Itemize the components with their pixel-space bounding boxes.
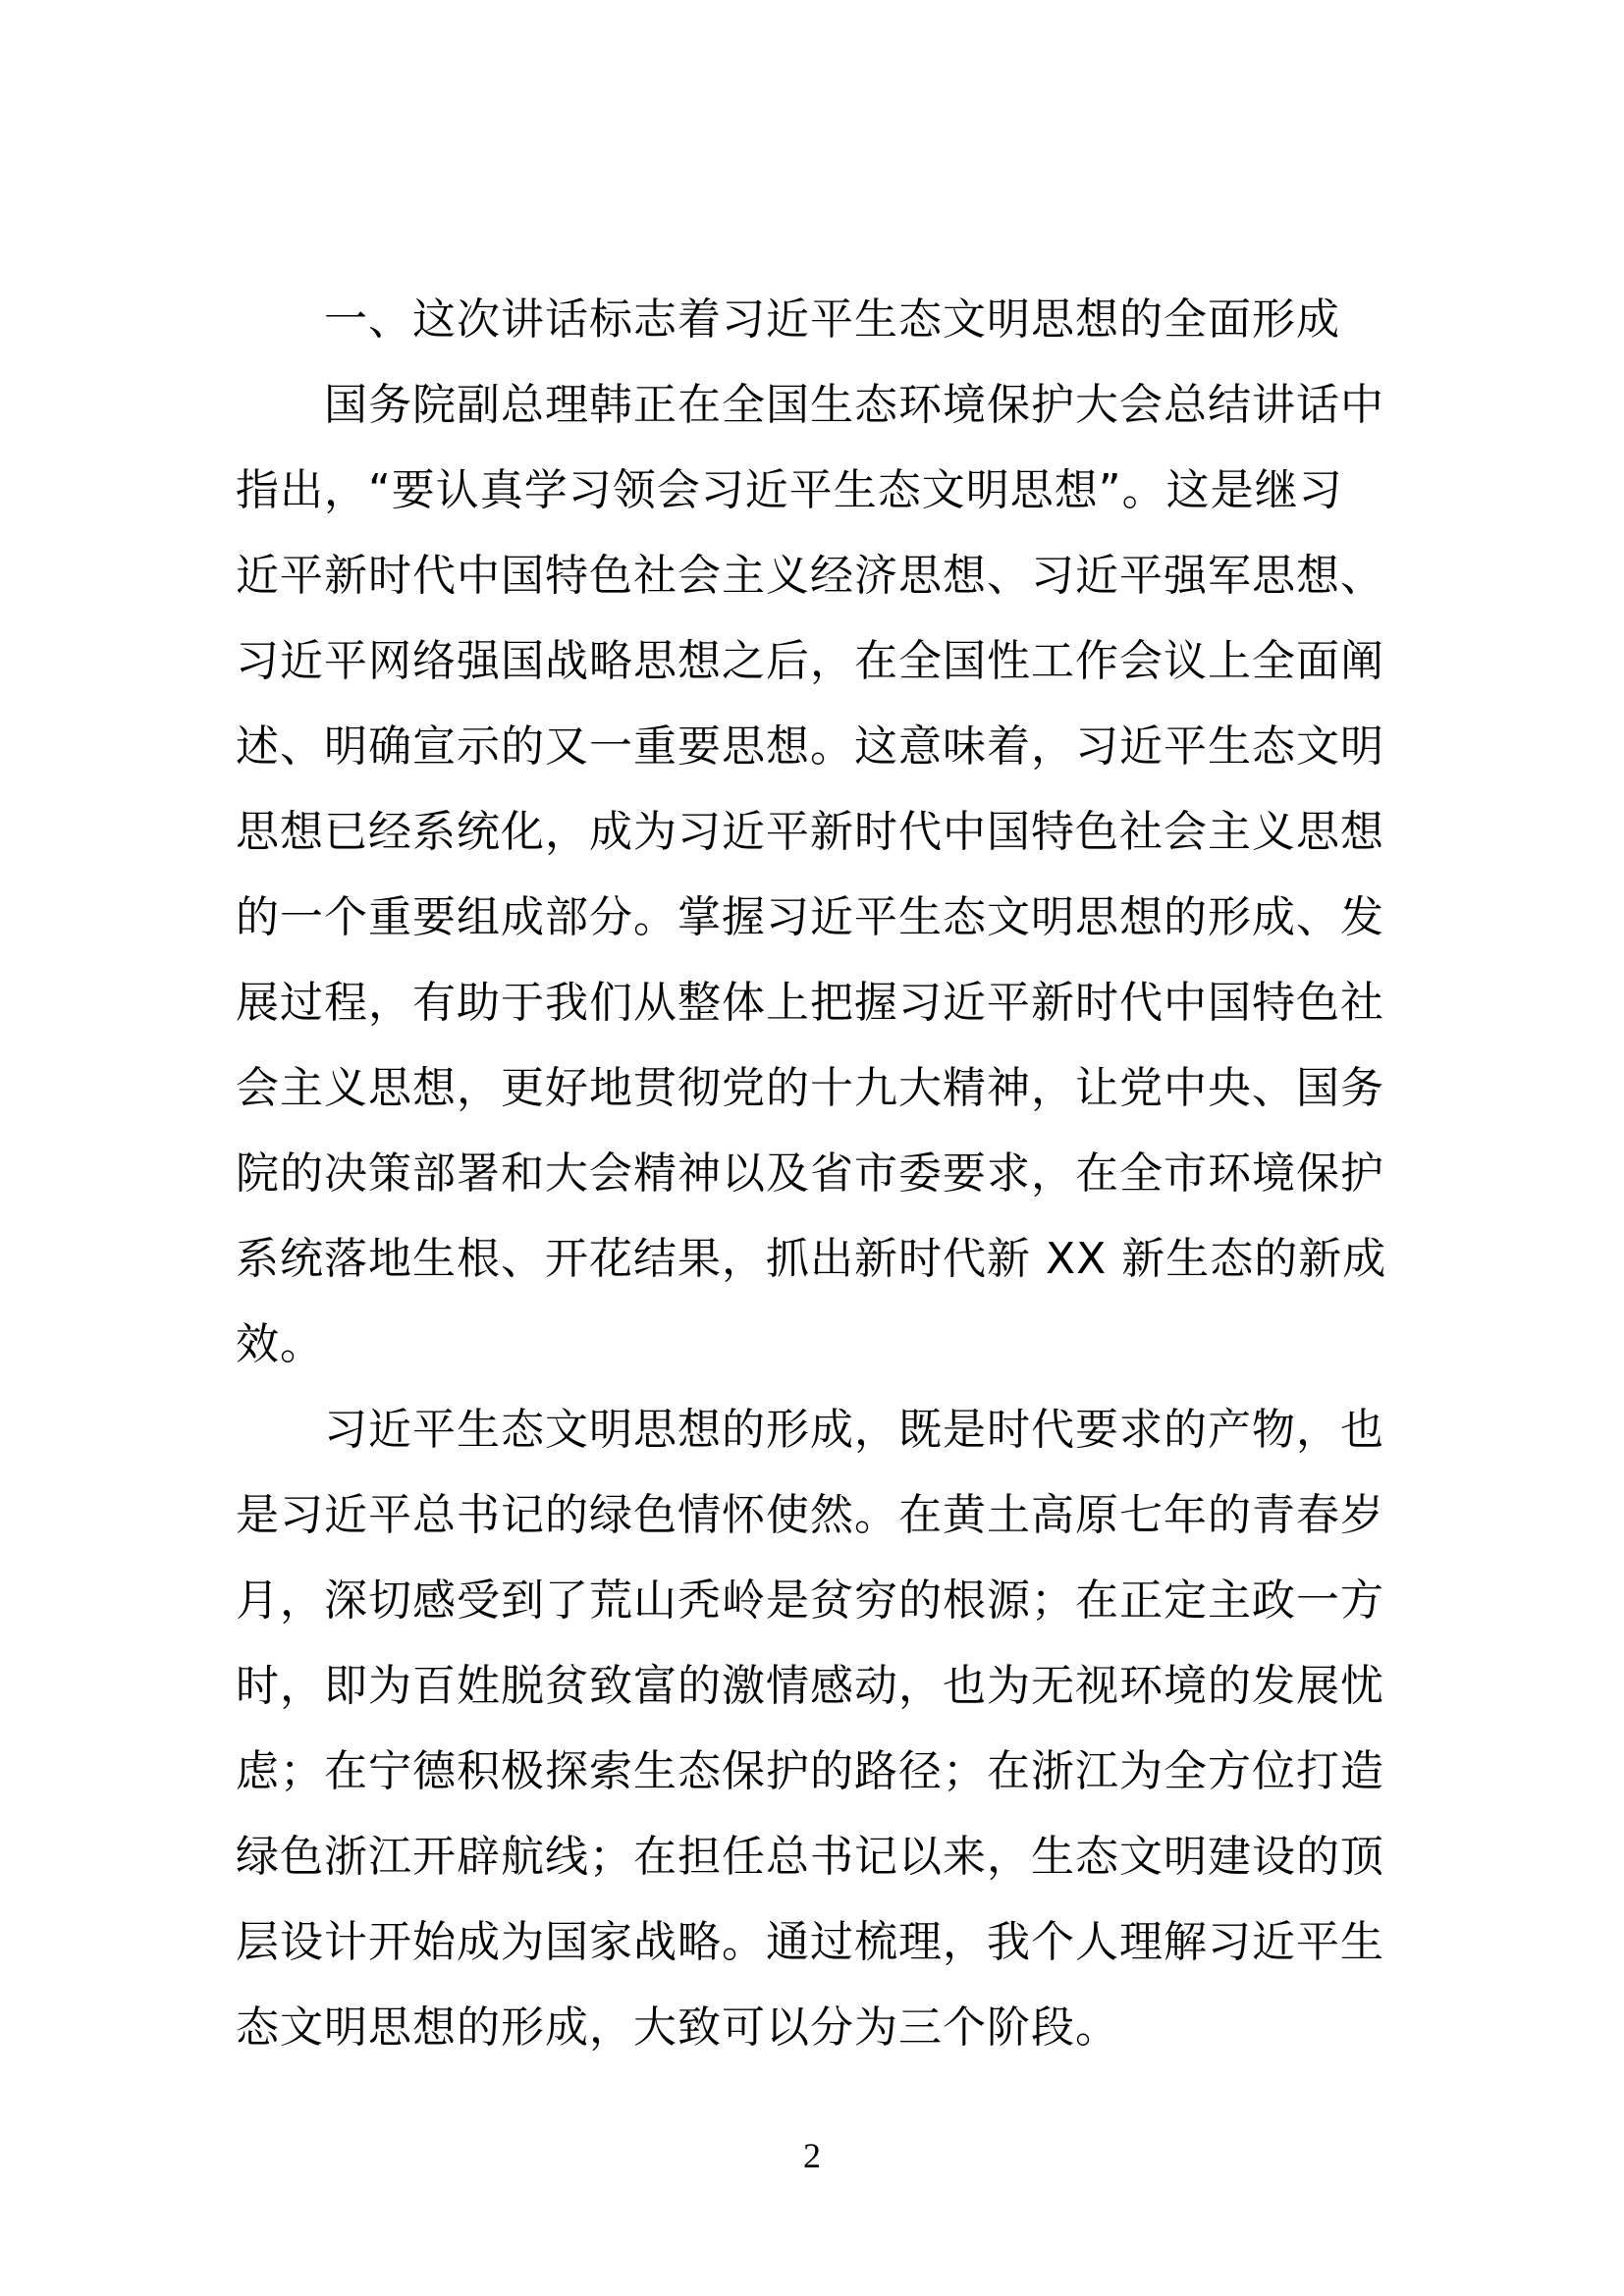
paragraph-line: 是习近平总书记的绿色情怀使然。在黄土高原七年的青春岁 (236, 1490, 1384, 1540)
section-heading: 一、这次讲话标志着习近平生态文明思想的全面形成 (324, 294, 1340, 345)
paragraph-line: 层设计开始成为国家战略。通过梳理，我个人理解习近平生 (236, 1917, 1384, 1967)
paragraph-line: 述、明确宣示的又一重要思想。这意味着，习近平生态文明 (236, 721, 1384, 772)
paragraph-line: 虑；在宁德积极探索生态保护的路径；在浙江为全方位打造 (236, 1746, 1384, 1796)
paragraph-1 (236, 362, 1404, 1387)
paragraph-line: 国务院副总理韩正在全国生态环境保护大会总结讲话中 (324, 380, 1384, 430)
document-body (236, 277, 1404, 2070)
paragraph-line: 态文明思想的形成，大致可以分为三个阶段。 (236, 2002, 1119, 2053)
paragraph-line: 时，即为百姓脱贫致富的激情感动，也为无视环境的发展忧 (236, 1661, 1384, 1711)
paragraph-2 (236, 1387, 1404, 2070)
paragraph-line: 习近平网络强国战略思想之后，在全国性工作会议上全面阐 (236, 636, 1384, 686)
paragraph-line: 近平新时代中国特色社会主义经济思想、习近平强军思想、 (236, 551, 1384, 601)
paragraph-line: 系统落地生根、开花结果，抓出新时代新 XX 新生态的新成 (236, 1234, 1387, 1284)
paragraph-line: 习近平生态文明思想的形成，既是时代要求的产物，也 (324, 1405, 1384, 1455)
paragraph-line: 月，深切感受到了荒山秃岭是贫穷的根源；在正定主政一方 (236, 1575, 1384, 1626)
paragraph-line: 效。 (236, 1319, 324, 1369)
paragraph-line: 的一个重要组成部分。掌握习近平生态文明思想的形成、发 (236, 892, 1384, 942)
paragraph-line: 展过程，有助于我们从整体上把握习近平新时代中国特色社 (236, 978, 1384, 1028)
paragraph-line: 绿色浙江开辟航线；在担任总书记以来，生态文明建设的顶 (236, 1832, 1384, 1882)
paragraph-line: 院的决策部署和大会精神以及省市委要求，在全市环境保护 (236, 1148, 1384, 1199)
paragraph-line: 指出，“要认真学习领会习近平生态文明思想”。这是继习 (236, 465, 1343, 515)
paragraph-line: 会主义思想，更好地贯彻党的十九大精神，让党中央、国务 (236, 1063, 1384, 1113)
paragraph-line: 思想已经系统化，成为习近平新时代中国特色社会主义思想 (236, 807, 1384, 857)
page-number: 2 (803, 2136, 821, 2175)
